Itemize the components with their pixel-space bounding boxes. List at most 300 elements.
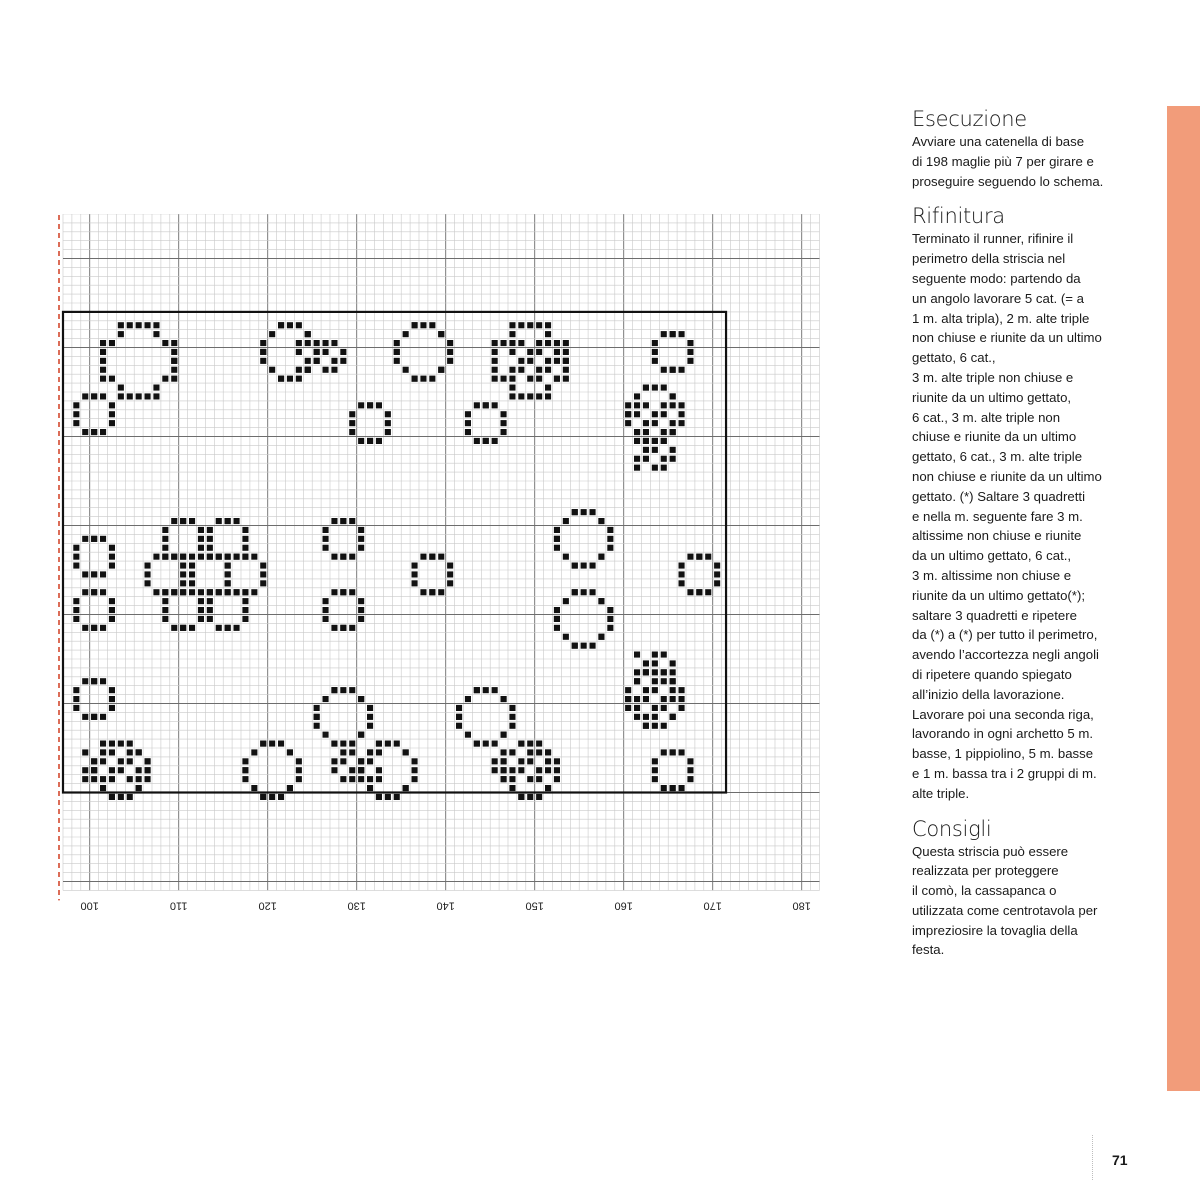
filled-cell — [670, 749, 676, 755]
filled-cell — [554, 776, 560, 782]
filled-cell — [314, 349, 320, 355]
filled-cell — [162, 536, 168, 542]
x-tick-label: 100 — [80, 899, 99, 912]
filled-cell — [412, 776, 418, 782]
filled-cell — [331, 741, 337, 747]
filled-cell — [394, 340, 400, 346]
filled-cell — [216, 518, 222, 524]
filled-cell — [643, 438, 649, 444]
filled-cell — [171, 625, 177, 631]
filled-cell — [687, 554, 693, 560]
filled-cell — [287, 785, 293, 791]
filled-cell — [545, 331, 551, 337]
filled-cell — [91, 429, 97, 435]
filled-cell — [563, 554, 569, 560]
filled-cell — [171, 376, 177, 382]
filled-cell — [331, 767, 337, 773]
filled-cell — [661, 696, 667, 702]
filled-cell — [563, 367, 569, 373]
filled-cell — [661, 385, 667, 391]
text-line: non chiuse e riunite da un ultimo — [912, 330, 1102, 346]
filled-cell — [73, 402, 79, 408]
filled-cell — [563, 358, 569, 364]
filled-cell — [358, 402, 364, 408]
filled-cell — [581, 589, 587, 595]
page-number: 71 — [1112, 1152, 1128, 1168]
filled-cell — [100, 393, 106, 399]
filled-cell — [242, 589, 248, 595]
filled-cell — [661, 331, 667, 337]
filled-cell — [518, 340, 524, 346]
filled-cell — [563, 598, 569, 604]
filled-cell — [251, 749, 257, 755]
filled-cell — [679, 749, 685, 755]
text-line: basse, 1 pippiolino, 5 m. basse — [912, 746, 1094, 762]
filled-cell — [527, 376, 533, 382]
filled-cell — [100, 714, 106, 720]
text-line: da un ultimo gettato, 6 cat., — [912, 548, 1072, 564]
filled-cell — [536, 376, 542, 382]
filled-cell — [331, 625, 337, 631]
filled-cell — [492, 367, 498, 373]
filled-cell — [82, 749, 88, 755]
filled-cell — [501, 749, 507, 755]
filled-cell — [314, 340, 320, 346]
filled-cell — [687, 349, 693, 355]
filled-cell — [661, 402, 667, 408]
filled-cell — [509, 723, 515, 729]
filled-cell — [518, 322, 524, 328]
filled-cell — [429, 376, 435, 382]
filled-cell — [340, 741, 346, 747]
filled-cell — [465, 429, 471, 435]
filled-cell — [340, 776, 346, 782]
filled-cell — [412, 563, 418, 569]
filled-cell — [670, 714, 676, 720]
filled-cell — [394, 794, 400, 800]
filled-cell — [242, 545, 248, 551]
filled-cell — [109, 705, 115, 711]
filled-cell — [91, 776, 97, 782]
filled-cell — [661, 705, 667, 711]
filled-cell — [492, 438, 498, 444]
filled-cell — [527, 322, 533, 328]
text-line: seguente modo: partendo da — [912, 270, 1081, 286]
filled-cell — [260, 340, 266, 346]
filled-cell — [563, 518, 569, 524]
filled-cell — [189, 554, 195, 560]
filled-cell — [323, 607, 329, 613]
filled-cell — [367, 749, 373, 755]
filled-cell — [554, 527, 560, 533]
filled-cell — [305, 340, 311, 346]
text-line: riunite da un ultimo gettato(*); — [912, 587, 1085, 603]
filled-cell — [661, 465, 667, 471]
filled-cell — [358, 527, 364, 533]
filled-cell — [242, 767, 248, 773]
filled-cell — [661, 456, 667, 462]
filled-cell — [403, 331, 409, 337]
filled-cell — [420, 589, 426, 595]
filled-cell — [109, 563, 115, 569]
filled-cell — [403, 749, 409, 755]
filled-cell — [661, 678, 667, 684]
filled-cell — [82, 625, 88, 631]
text-line: proseguire seguendo lo schema. — [912, 173, 1104, 189]
filled-cell — [287, 322, 293, 328]
filled-cell — [127, 776, 133, 782]
filled-cell — [100, 741, 106, 747]
filled-cell — [349, 554, 355, 560]
filled-cell — [189, 589, 195, 595]
filled-cell — [687, 758, 693, 764]
filled-cell — [145, 776, 151, 782]
filled-cell — [545, 385, 551, 391]
x-tick-label: 110 — [169, 899, 188, 912]
filled-cell — [82, 393, 88, 399]
filled-cell — [607, 527, 613, 533]
filled-cell — [127, 322, 133, 328]
text-line: realizzata per proteggere — [912, 863, 1059, 879]
filled-cell — [251, 554, 257, 560]
filled-cell — [100, 678, 106, 684]
filled-cell — [127, 794, 133, 800]
filled-cell — [100, 589, 106, 595]
filled-cell — [82, 678, 88, 684]
filled-cell — [527, 349, 533, 355]
filled-cell — [162, 598, 168, 604]
filled-cell — [554, 607, 560, 613]
filled-cell — [349, 589, 355, 595]
filled-cell — [394, 349, 400, 355]
filled-cell — [216, 554, 222, 560]
filled-cell — [109, 598, 115, 604]
filled-cell — [643, 687, 649, 693]
filled-cell — [394, 741, 400, 747]
filled-cell — [501, 758, 507, 764]
filled-cell — [118, 767, 124, 773]
filled-cell — [100, 625, 106, 631]
filled-cell — [349, 429, 355, 435]
filled-cell — [518, 358, 524, 364]
filled-cell — [492, 402, 498, 408]
filled-cell — [501, 776, 507, 782]
filled-cell — [198, 536, 204, 542]
filled-cell — [189, 580, 195, 586]
filled-cell — [171, 518, 177, 524]
filled-cell — [153, 393, 159, 399]
filled-cell — [225, 518, 231, 524]
filled-cell — [634, 696, 640, 702]
filled-cell — [73, 705, 79, 711]
filled-cell — [625, 420, 631, 426]
filled-cell — [349, 625, 355, 631]
text-line: lavorando in ogni archetto 5 m. — [912, 726, 1094, 742]
filled-cell — [278, 794, 284, 800]
filled-cell — [670, 393, 676, 399]
filled-cell — [518, 794, 524, 800]
filled-cell — [643, 660, 649, 666]
filled-cell — [670, 420, 676, 426]
filled-cell — [545, 358, 551, 364]
filled-cell — [260, 358, 266, 364]
filled-cell — [625, 696, 631, 702]
filled-cell — [545, 322, 551, 328]
filled-cell — [180, 589, 186, 595]
filled-cell — [136, 767, 142, 773]
text-line: Terminato il runner, rifinire il — [912, 231, 1074, 247]
filled-cell — [661, 723, 667, 729]
filled-cell — [652, 465, 658, 471]
filled-cell — [367, 438, 373, 444]
filled-cell — [501, 732, 507, 738]
filled-cell — [554, 616, 560, 622]
filled-cell — [652, 758, 658, 764]
filled-cell — [385, 741, 391, 747]
filled-cell — [82, 429, 88, 435]
filled-cell — [492, 687, 498, 693]
filled-cell — [492, 767, 498, 773]
filled-cell — [670, 367, 676, 373]
filled-cell — [242, 554, 248, 560]
x-tick-label: 150 — [525, 899, 544, 912]
filled-cell — [100, 358, 106, 364]
x-tick-label: 160 — [614, 899, 633, 912]
x-tick-label: 180 — [792, 899, 811, 912]
filled-cell — [679, 785, 685, 791]
text-line: gettato, 6 cat., — [912, 350, 996, 366]
filled-cell — [527, 776, 533, 782]
filled-cell — [73, 687, 79, 693]
filled-cell — [483, 402, 489, 408]
text-line: all’inizio della lavorazione. — [912, 686, 1065, 702]
filled-cell — [679, 705, 685, 711]
text-line: riunite da un ultimo gettato, — [912, 389, 1072, 405]
filled-cell — [696, 554, 702, 560]
filled-cell — [554, 358, 560, 364]
filled-cell — [82, 536, 88, 542]
filled-cell — [429, 589, 435, 595]
filled-cell — [331, 340, 337, 346]
filled-cell — [305, 331, 311, 337]
filled-cell — [73, 616, 79, 622]
filled-cell — [376, 776, 382, 782]
filled-cell — [180, 518, 186, 524]
filled-cell — [234, 554, 240, 560]
filled-cell — [109, 340, 115, 346]
filled-cell — [696, 589, 702, 595]
filled-cell — [652, 767, 658, 773]
filled-cell — [545, 340, 551, 346]
filled-cell — [162, 607, 168, 613]
filled-cell — [73, 607, 79, 613]
filled-cell — [563, 634, 569, 640]
filled-cell — [73, 598, 79, 604]
filled-cell — [162, 376, 168, 382]
filled-cell — [670, 785, 676, 791]
filled-cell — [358, 776, 364, 782]
filled-cell — [598, 554, 604, 560]
filled-cell — [607, 545, 613, 551]
filled-cell — [679, 331, 685, 337]
filled-cell — [73, 696, 79, 702]
filled-cell — [91, 758, 97, 764]
filled-cell — [145, 767, 151, 773]
filled-cell — [661, 367, 667, 373]
filled-cell — [412, 758, 418, 764]
filled-cell — [349, 518, 355, 524]
filled-cell — [554, 758, 560, 764]
filled-cell — [331, 554, 337, 560]
filled-cell — [634, 438, 640, 444]
filled-cell — [670, 456, 676, 462]
filled-cell — [100, 749, 106, 755]
filled-cell — [153, 331, 159, 337]
filled-cell — [509, 340, 515, 346]
filled-cell — [509, 785, 515, 791]
filled-cell — [323, 545, 329, 551]
filled-cell — [652, 687, 658, 693]
filled-cell — [492, 358, 498, 364]
filled-cell — [643, 447, 649, 453]
filled-cell — [323, 616, 329, 622]
filled-cell — [483, 741, 489, 747]
filled-cell — [536, 367, 542, 373]
filled-cell — [260, 349, 266, 355]
filled-cell — [349, 749, 355, 755]
filled-cell — [687, 589, 693, 595]
filled-cell — [171, 349, 177, 355]
filled-cell — [207, 589, 213, 595]
filled-cell — [109, 402, 115, 408]
filled-cell — [545, 767, 551, 773]
filled-cell — [118, 794, 124, 800]
filled-cell — [501, 429, 507, 435]
filled-cell — [91, 393, 97, 399]
filled-cell — [456, 705, 462, 711]
filled-cell — [189, 563, 195, 569]
filled-cell — [358, 607, 364, 613]
text-line: impreziosire la tovaglia della — [912, 922, 1078, 938]
filled-cell — [331, 589, 337, 595]
filled-cell — [661, 429, 667, 435]
filled-cell — [679, 687, 685, 693]
filled-cell — [198, 589, 204, 595]
filled-cell — [73, 554, 79, 560]
filled-cell — [171, 340, 177, 346]
filled-cell — [590, 509, 596, 515]
filled-cell — [545, 785, 551, 791]
filled-cell — [509, 349, 515, 355]
filled-cell — [367, 714, 373, 720]
filled-cell — [581, 563, 587, 569]
text-line: altissime non chiuse e riunite — [912, 528, 1082, 544]
filled-cell — [643, 669, 649, 675]
filled-cell — [162, 616, 168, 622]
instructions-column — [912, 106, 1132, 972]
filled-cell — [162, 554, 168, 560]
filled-cell — [340, 758, 346, 764]
filled-cell — [296, 340, 302, 346]
filled-cell — [679, 563, 685, 569]
filled-cell — [287, 376, 293, 382]
filled-cell — [225, 580, 231, 586]
filled-cell — [652, 714, 658, 720]
filled-cell — [269, 331, 275, 337]
filled-cell — [127, 749, 133, 755]
filled-cell — [447, 580, 453, 586]
filled-cell — [358, 758, 364, 764]
filled-cell — [340, 349, 346, 355]
text-line: Questa striscia può essere — [912, 843, 1069, 859]
filled-cell — [296, 367, 302, 373]
filled-cell — [100, 536, 106, 542]
text-line: utilizzata come centrotavola per — [912, 902, 1098, 918]
filled-cell — [323, 732, 329, 738]
filled-cell — [367, 776, 373, 782]
filled-cell — [207, 527, 213, 533]
filled-cell — [198, 616, 204, 622]
filled-cell — [278, 322, 284, 328]
filled-cell — [634, 669, 640, 675]
filled-cell — [438, 589, 444, 595]
filled-cell — [331, 367, 337, 373]
filled-cell — [198, 545, 204, 551]
filled-cell — [652, 411, 658, 417]
text-line: chiuse e riunite da un ultimo — [912, 429, 1077, 445]
filled-cell — [82, 589, 88, 595]
filled-cell — [465, 696, 471, 702]
filled-cell — [705, 554, 711, 560]
text-line: perimetro della striscia nel — [912, 251, 1066, 267]
filled-cell — [73, 411, 79, 417]
filled-cell — [492, 376, 498, 382]
filled-cell — [527, 749, 533, 755]
filled-cell — [670, 402, 676, 408]
filled-cell — [509, 749, 515, 755]
filled-cell — [331, 358, 337, 364]
text-line: un angolo lavorare 5 cat. (= a — [912, 290, 1084, 306]
filled-cell — [536, 393, 542, 399]
filled-cell — [189, 625, 195, 631]
filled-cell — [100, 758, 106, 764]
filled-cell — [109, 741, 115, 747]
filled-cell — [171, 358, 177, 364]
filled-cell — [385, 420, 391, 426]
filled-cell — [314, 705, 320, 711]
filled-cell — [376, 749, 382, 755]
filled-cell — [82, 714, 88, 720]
filled-cell — [358, 767, 364, 773]
filled-cell — [563, 376, 569, 382]
filled-cell — [652, 660, 658, 666]
filled-cell — [554, 767, 560, 773]
filled-cell — [82, 776, 88, 782]
text-line: di ripetere quando spiegato — [912, 666, 1072, 682]
text-line: gettato, 6 cat., 3 m. alte triple — [912, 449, 1083, 465]
filled-cell — [278, 741, 284, 747]
filled-cell — [536, 349, 542, 355]
filled-cell — [607, 625, 613, 631]
filled-cell — [527, 758, 533, 764]
filled-cell — [447, 340, 453, 346]
filled-cell — [331, 687, 337, 693]
filled-cell — [412, 376, 418, 382]
text-line: 6 cat., 3 m. alte triple non — [912, 409, 1061, 425]
filled-cell — [429, 554, 435, 560]
filled-cell — [171, 554, 177, 560]
filled-cell — [109, 776, 115, 782]
